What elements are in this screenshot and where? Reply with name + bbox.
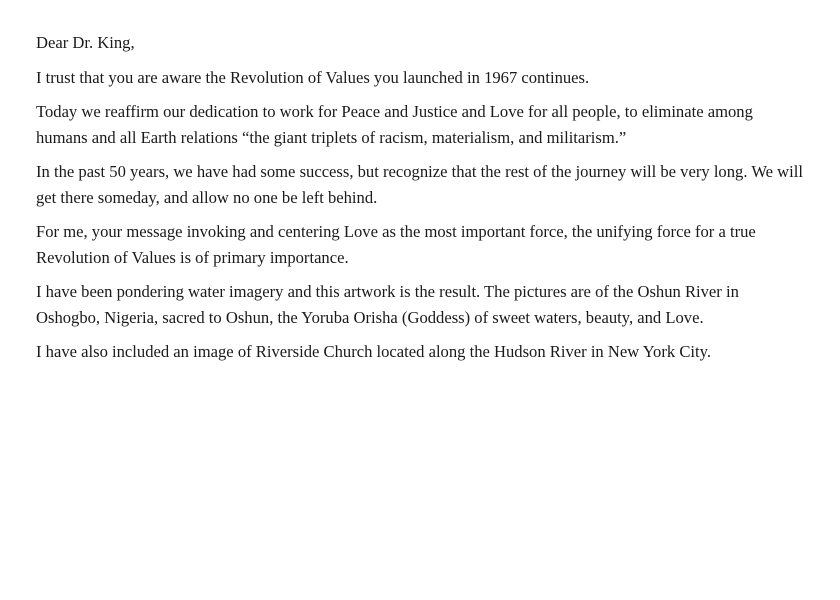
- letter-paragraph: For me, your message invoking and centering Love as the most important force, the unifying force for a true Revolution of Values is of primary importance.: [36, 222, 756, 267]
- letter-salutation: Dear Dr. King,: [36, 33, 135, 52]
- letter-paragraph: I trust that you are aware the Revolution of Values you launched in 1967 continues.: [36, 67, 590, 87]
- letter-body: [36, 30, 806, 374]
- letter-paragraph: I have been pondering water imagery and this artwork is the result. The pictures are of the Oshun River in Oshogbo, Nigeria, sacred to Oshun, the Yoruba Orisha (Goddess) of sweet waters, beauty, and Love.: [36, 282, 739, 327]
- letter-paragraph: I have also included an image of Riverside Church located along the Hudson River in New York City.: [36, 342, 711, 361]
- letter-paragraph: In the past 50 years, we have had some success, but recognize that the rest of the journey will be very long. We will get there someday, and allow no one be left behind.: [36, 162, 803, 207]
- letter-paragraph: Today we reaffirm our dedication to work for Peace and Justice and Love for all people, to eliminate among humans and all Earth relations “the giant triplets of racism, materialism, and militarism.”: [36, 102, 753, 147]
